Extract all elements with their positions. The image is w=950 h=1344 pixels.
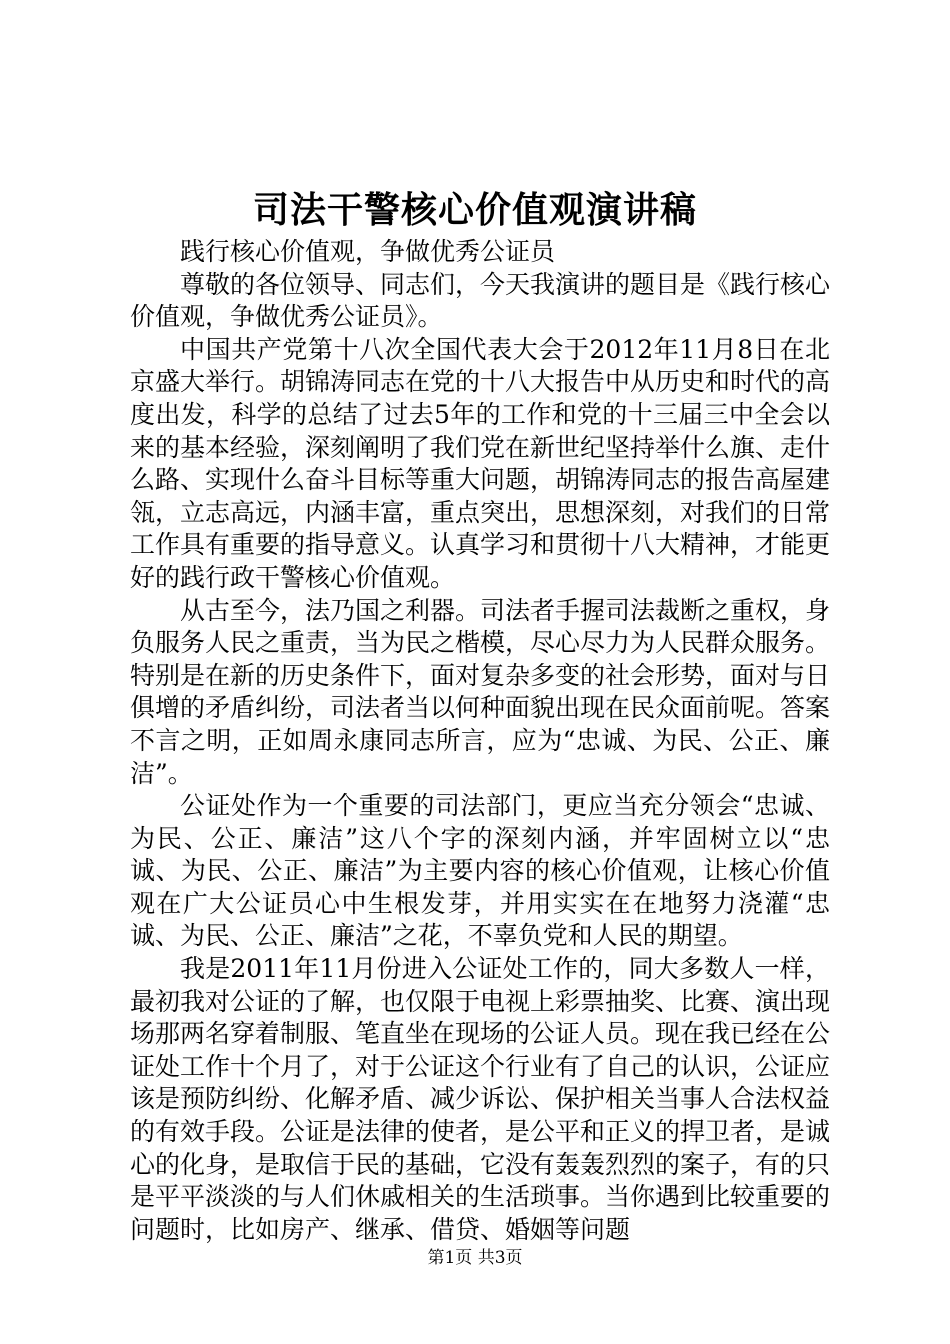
paragraph-law: 从古至今，法乃国之利器。司法者手握司法裁断之重权，身负服务人民之重责，当为民之楷模，尽心尽力为人民群众服务。特别是在新的历史条件下，面对复杂多变的社会形势，面对与日俱增的矛盾纠纷，司法者当以何种面貌出现在民众面前呢。答案不言之明，正如周永康同志所言，应为“忠诚、为民、公正、廉洁”。 — [130, 595, 831, 788]
paragraph-notary-office: 公证处作为一个重要的司法部门，更应当充分领会“忠诚、为民、公正、廉洁”这八个字的深刻内涵，并牢固树立以“忠诚、为民、公正、廉洁”为主要内容的核心价值观，让核心价值观在广大公证员心中生根发芽，并用实实在在地努力浇灌“忠诚、为民、公正、廉洁”之花，不辜负党和人民的期望。 — [130, 791, 830, 951]
paragraph-greeting: 尊敬的各位领导、同志们，今天我演讲的题目是《践行核心价值观，争做优秀公证员》。 — [130, 269, 831, 332]
paragraph-personal: 我是2011年11月份进入公证处工作的，同大多数人一样，最初我对公证的了解，也仅限于电视上彩票抽奖、比赛、演出现场那两名穿着制服、笔直坐在现场的公证人员。现在我已经在公证处工作十个月了，对于公证这个行业有了自己的认识，公证应该是预防纠纷、化解矛盾、减少诉讼、保护相关当事人合法权益的有效手段。公证是法律的使者，是公平和正义的捍卫者，是诚心的化身，是取信于民的基础，它没有轰轰烈烈的案子，有的只是平平淡淡的与人们休戚相关的生活琐事。当你遇到比较重要的问题时，比如房产、继承、借贷、婚姻等问题 — [130, 954, 831, 1244]
page-number-footer: 第1页 共3页 — [427, 1248, 523, 1268]
paragraph-subtitle: 践行核心价值观，争做优秀公证员 — [180, 237, 556, 266]
paragraph-congress: 中国共产党第十八次全国代表大会于2012年11月8日在北京盛大举行。胡锦涛同志在党的十八大报告中从历史和时代的高度出发，科学的总结了过去5年的工作和党的十三届三中全会以来的基本经验，深刻阐明了我们党在新世纪坚持举什么旗、走什么路、实现什么奋斗目标等重大问题，胡锦涛同志的报告高屋建瓴，立志高远，内涵丰富，重点突出，思想深刻，对我们的日常工作具有重要的指导意义。认真学习和贯彻十八大精神，才能更好的践行政干警核心价值观。 — [130, 334, 831, 592]
document-title: 司法干警核心价值观演讲稿 — [252, 189, 697, 231]
document-body — [130, 236, 830, 1246]
